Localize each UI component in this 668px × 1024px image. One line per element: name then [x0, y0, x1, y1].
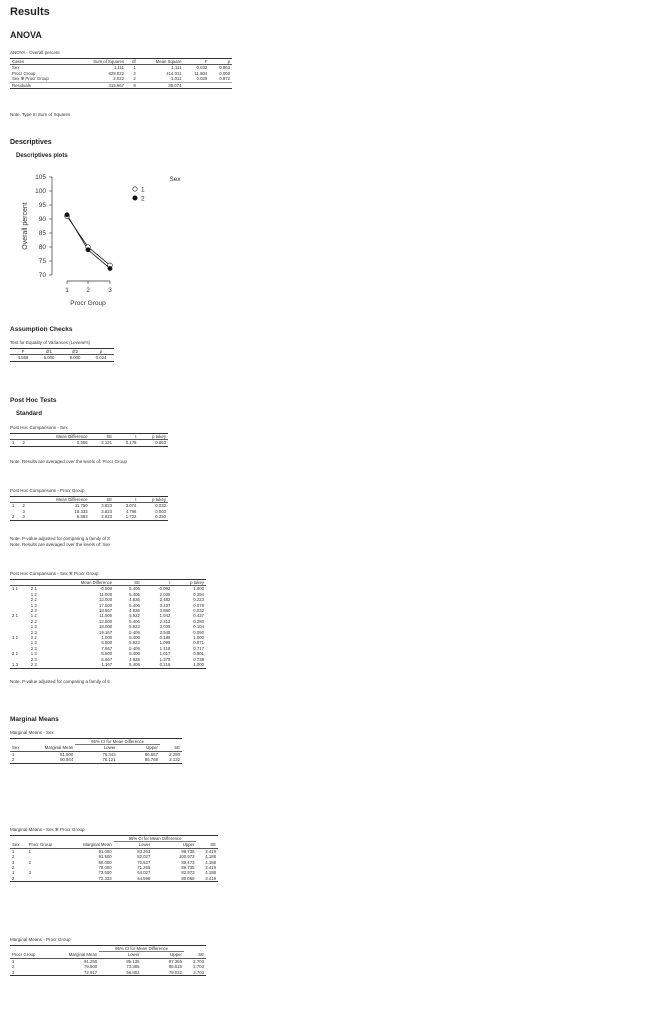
table-cell: 18.667 [99, 608, 113, 614]
table-cell: 1 1 [12, 586, 18, 592]
table-cell: 3.823 [101, 503, 113, 509]
table-cell: 91.500 [98, 854, 112, 860]
column-header: Lower [114, 842, 153, 848]
table-cell: 6.500 [101, 640, 113, 646]
table-cell: 1.111 [171, 65, 182, 71]
data-point-series-2 [108, 266, 112, 270]
table-cell: 12.000 [99, 597, 113, 603]
table-cell: 0.216 [142, 662, 172, 668]
column-header: Upper [118, 745, 160, 751]
table-cell: 97.365 [168, 958, 182, 964]
table-cell: 0.050 [193, 629, 204, 635]
table-cell: 1 3 [30, 651, 37, 657]
table-cell: 0.738 [193, 656, 204, 662]
table-cell: 0.556 [31, 440, 90, 446]
table-cell: 100.973 [178, 854, 195, 860]
table-row [10, 76, 232, 82]
table-cell: 3.237 [159, 602, 171, 608]
levene-caption: Test for Equality of Variances (Levene's) [10, 340, 91, 345]
levene-table [10, 348, 114, 362]
table-cell: 79.032 [142, 970, 184, 976]
table-cell: 2 [12, 964, 15, 970]
table-cell: 2 [12, 854, 15, 860]
table-cell: 0.717 [193, 645, 204, 651]
table-cell: 1.942 [159, 613, 171, 619]
table-cell: 1.000 [193, 635, 204, 641]
table-cell: 1 [28, 848, 31, 854]
table-cell: 5.406 [129, 629, 140, 635]
table-cell: 2 [133, 76, 136, 82]
table-cell: 4.188 [205, 859, 216, 865]
legend-label: 1 [141, 186, 145, 194]
table-cell: 3.074 [125, 503, 137, 509]
table-cell: 85.135 [126, 958, 140, 964]
assumption-heading: Assumption Checks [10, 326, 73, 333]
y-tick-label: 85 [38, 230, 46, 238]
table-cell: 1.000 [172, 662, 206, 668]
table-cell: 64.598 [114, 876, 153, 882]
column-header: p [88, 349, 114, 355]
table-cell: 11.804 [194, 70, 208, 76]
table-cell: 11.000 [99, 591, 113, 597]
table-cell: 2 [28, 859, 31, 865]
table-cell: 0.032 [193, 608, 204, 614]
marginal-sexprocr-table [10, 835, 218, 882]
table-cell: 2 [133, 70, 136, 76]
table-cell: 2.703 [193, 964, 204, 970]
column-header: SE [114, 580, 142, 586]
table-cell: 18.333 [74, 508, 88, 514]
y-tick-label: 80 [38, 244, 46, 252]
table-cell: 1 2 [30, 591, 37, 597]
table-cell: 0.029 [196, 76, 208, 82]
table-cell: 72.333 [66, 876, 113, 882]
column-header: df2 [62, 349, 88, 355]
table-cell: 5.922 [129, 613, 140, 619]
x-tick-label: 3 [108, 287, 112, 294]
table-cell: 80.068 [152, 876, 196, 882]
ci-header: 95% CI for Mean Difference [99, 946, 184, 952]
table-cell: 0.437 [193, 613, 204, 619]
column-header: p [209, 59, 232, 65]
table-cell: 3.039 [159, 624, 171, 630]
column-header: Mean Square [138, 59, 184, 65]
table-cell: 2 [22, 503, 25, 509]
table-cell: 2.703 [184, 970, 206, 976]
table-cell: 0.032 [155, 503, 166, 509]
table-cell: 85.615 [168, 964, 182, 970]
table-cell: 0.223 [193, 597, 204, 603]
ci-header: 95% CI for Mean Difference [75, 739, 160, 745]
table-cell: 4.188 [205, 854, 216, 860]
column-header: df1 [36, 349, 62, 355]
series-line-2 [67, 215, 110, 269]
table-cell: 2.022 [113, 76, 125, 82]
table-cell: 4.568 [10, 355, 36, 361]
table-cell: 80.000 [98, 859, 112, 865]
table-cell: 2 2 [30, 618, 37, 624]
table-cell: 3 [22, 508, 25, 514]
posthoc-interaction-table [10, 579, 206, 669]
column-header: Sum of Squares [73, 59, 126, 65]
table-cell: 73.385 [126, 964, 140, 970]
table-cell: 3.545 [159, 629, 171, 635]
column-header: p tukey [172, 580, 206, 586]
table-cell: 3.419 [205, 848, 216, 854]
table-cell: 0.178 [114, 440, 138, 446]
table-cell: 79.500 [83, 964, 98, 970]
column-header: SE [196, 842, 218, 848]
table-cell: 0.185 [159, 635, 171, 641]
table-cell: 1 [12, 503, 15, 509]
column-header: t [142, 580, 172, 586]
table-cell: 3 [21, 514, 32, 520]
table-cell: 79.000 [98, 865, 112, 871]
table-cell: 1.722 [114, 514, 138, 520]
marginal-procr-caption: Marginal Means - Procr Group [10, 937, 71, 942]
table-row [10, 440, 168, 446]
table-cell: 0.280 [193, 618, 204, 624]
table-cell: -0.092 [158, 586, 171, 592]
table-cell: 98.736 [181, 848, 195, 854]
table-cell: 0.871 [193, 640, 204, 646]
table-cell: 17.500 [99, 602, 113, 608]
x-axis-label: Procr Group [70, 300, 106, 307]
table-cell: 80.944 [27, 757, 75, 763]
table-cell [183, 82, 209, 88]
table-cell: 12.500 [99, 618, 113, 624]
table-cell: 1.000 [193, 586, 204, 592]
table-cell: Residuals [10, 82, 73, 88]
table-cell: 5.406 [114, 662, 142, 668]
table-cell: 4.836 [129, 608, 140, 614]
table-cell: 70.527 [137, 859, 151, 865]
table-cell: 5.406 [129, 618, 140, 624]
table-cell: 9.000 [62, 355, 88, 361]
table-cell: 83.263 [137, 848, 151, 854]
legend-label: 2 [141, 195, 145, 203]
y-tick-label: 100 [35, 188, 46, 196]
table-cell: 0.250 [138, 514, 168, 520]
column-header: t [114, 497, 138, 503]
data-point-series-2 [65, 213, 69, 217]
column-header: SE [184, 952, 206, 958]
column-header: Procr Group [10, 952, 51, 958]
anova-table [10, 58, 232, 89]
table-cell: 1.000 [101, 635, 113, 641]
column-header: SE [90, 434, 114, 440]
table-cell: 0.003 [219, 70, 230, 76]
y-axis-label: Overall percent [22, 202, 29, 250]
table-cell: 3.823 [90, 514, 114, 520]
descriptives-subheading: Descriptives plots [16, 153, 68, 159]
table-cell: 9 [126, 82, 138, 88]
descriptives-heading: Descriptives [10, 139, 52, 146]
posthoc-interaction-caption: Post Hoc Comparisons - Sex ✻ Procr Group [10, 571, 99, 576]
column-header: Procr Group [27, 842, 67, 848]
table-cell: 5.406 [129, 651, 140, 657]
table-cell: 3.419 [205, 865, 216, 871]
table-cell: 1 3 [30, 602, 37, 608]
table-cell: 1.111 [113, 65, 125, 71]
column-header: Upper [142, 952, 184, 958]
table-cell: 0.104 [193, 624, 204, 630]
column-header: df [126, 59, 138, 65]
table-cell: 1 [12, 958, 15, 964]
table-cell: 1 [12, 848, 15, 854]
table-row [10, 757, 182, 763]
table-cell: 828.022 [108, 70, 125, 76]
table-cell: 1.418 [159, 645, 171, 651]
posthoc-sex-note: Note. Results are averaged over the levels of: Procr Group [10, 459, 128, 464]
table-cell: 5.000 [36, 355, 62, 361]
table-cell: 1 3 [10, 662, 29, 668]
table-cell: 18.000 [99, 624, 113, 630]
table-cell: 1 3 [30, 624, 37, 630]
y-tick-label: 70 [38, 272, 46, 280]
posthoc-sex-table [10, 433, 168, 447]
table-cell: 1 [10, 440, 21, 446]
table-row [10, 355, 114, 361]
table-cell: 72.917 [51, 970, 99, 976]
table-cell: 2.035 [159, 591, 171, 597]
column-header: t [114, 434, 138, 440]
table-cell: 5.922 [129, 624, 140, 630]
legend-title: Sex [169, 176, 181, 183]
table-cell: 11.500 [99, 613, 113, 619]
table-cell: 2 1 [12, 613, 18, 619]
table-cell: 91.250 [83, 958, 98, 964]
marginal-sexprocr-caption: Marginal Means - Sex ✻ Procr Group [10, 827, 85, 832]
posthoc-procr-caption: Post Hoc Comparisons - Procr Group [10, 488, 85, 493]
x-tick-label: 2 [86, 287, 90, 294]
table-cell: 3 [28, 870, 31, 876]
table-cell: 2 [12, 865, 15, 871]
table-cell: Procr Group [12, 70, 36, 76]
posthoc-procr-note-2: Note. Results are averaged over the levels of: Sex [10, 542, 111, 547]
column-header: Marginal Mean [51, 952, 99, 958]
table-cell: 2.482 [159, 597, 171, 603]
table-cell: 2.312 [159, 618, 171, 624]
table-cell: 5.406 [129, 591, 140, 597]
anova-caption: ANOVA - Overall percent [10, 50, 60, 55]
table-cell: 0.972 [219, 76, 230, 82]
table-cell: 76.343 [102, 751, 116, 757]
table-cell: 3.419 [196, 876, 218, 882]
table-cell: 1.098 [159, 640, 171, 646]
table-cell: 1.379 [159, 656, 171, 662]
table-cell: -0.500 [100, 586, 113, 592]
table-cell: 4.836 [129, 656, 140, 662]
table-cell: Sex [12, 65, 20, 71]
y-tick-label: 95 [38, 202, 46, 210]
table-cell: 1 2 [12, 635, 18, 641]
table-cell: 1 [12, 870, 15, 876]
column-header: Mean Difference [48, 580, 115, 586]
table-cell [209, 82, 232, 88]
table-cell: 1.011 [171, 76, 182, 82]
table-cell: 5.406 [129, 635, 140, 641]
column-header: p tukey [138, 497, 168, 503]
table-row [10, 970, 206, 976]
table-cell: 3.860 [159, 608, 171, 614]
table-cell: 0.032 [196, 65, 208, 71]
table-cell: 76.121 [75, 757, 117, 763]
legend-marker [133, 187, 137, 191]
column-header: F [10, 349, 36, 355]
table-cell: 6.667 [101, 656, 113, 662]
table-cell: 7.667 [101, 645, 113, 651]
column-header: Lower [99, 952, 141, 958]
table-cell: 2 [21, 440, 32, 446]
table-cell: 86.735 [181, 865, 195, 871]
table-cell: 2.132 [160, 757, 182, 763]
table-cell: 4.836 [129, 597, 140, 603]
table-cell: 2.703 [193, 958, 204, 964]
table-cell: 5.406 [129, 645, 140, 651]
column-header: Cases [10, 59, 73, 65]
table-cell: 4.796 [125, 508, 137, 514]
table-cell: 2 2 [12, 651, 18, 657]
column-header: Mean Difference [31, 497, 90, 503]
table-cell: 0.078 [193, 602, 204, 608]
table-row [10, 514, 168, 520]
table-cell: 35.074 [138, 82, 184, 88]
column-header: SE [160, 745, 182, 751]
page-title: Results [10, 6, 50, 18]
table-cell: 0.024 [88, 355, 114, 361]
column-header: Mean Difference [31, 434, 90, 440]
table-cell: 3.823 [101, 508, 113, 514]
table-cell: 1.017 [159, 651, 171, 657]
column-header: Sex [10, 745, 27, 751]
table-cell [27, 876, 67, 882]
marginal-heading: Marginal Means [10, 716, 59, 723]
table-cell: 2 3 [30, 656, 37, 662]
table-cell: 2 1 [30, 586, 37, 592]
table-cell: 5.406 [129, 602, 140, 608]
data-point-series-2 [86, 248, 90, 252]
posthoc-procr-note-1: Note. P-value adjusted for comparing a family of 3 [10, 536, 110, 541]
table-cell: 0.003 [155, 508, 166, 514]
anova-note: Note. Type III Sum of Squares [10, 112, 71, 117]
column-header: Marginal Mean [66, 842, 113, 848]
table-cell: 1 [12, 751, 15, 757]
table-cell: 1 2 [30, 613, 37, 619]
table-cell: 315.667 [73, 82, 126, 88]
table-cell: 5.500 [101, 651, 113, 657]
table-cell: 82.973 [181, 870, 195, 876]
table-cell: 2 [10, 876, 27, 882]
table-cell: 2.280 [169, 751, 180, 757]
posthoc-subheading: Standard [16, 411, 43, 417]
table-cell: 2 2 [30, 635, 37, 641]
table-cell: 3.121 [90, 440, 114, 446]
table-cell: 1 3 [30, 640, 37, 646]
table-cell: 2 3 [30, 645, 37, 651]
anova-heading: ANOVA [10, 30, 42, 40]
table-cell: 82.027 [137, 854, 151, 860]
column-header: F [183, 59, 209, 65]
table-cell: 0.901 [193, 651, 204, 657]
table-cell: 71.265 [137, 865, 151, 871]
column-header: Lower [75, 745, 117, 751]
table-cell: 2 3 [30, 608, 37, 614]
table-cell: 6.583 [31, 514, 90, 520]
table-cell: 2 2 [30, 597, 37, 603]
posthoc-sex-caption: Post Hoc Comparisons - Sex [10, 425, 68, 430]
table-cell: 86.657 [144, 751, 158, 757]
x-tick-label: 1 [65, 287, 69, 294]
table-cell: 1 [12, 859, 15, 865]
table-cell: 11.750 [74, 503, 88, 509]
marginal-procr-table [10, 945, 206, 976]
table-cell: 3 [10, 970, 51, 976]
table-cell: 0.863 [219, 65, 230, 71]
table-cell: 91.000 [98, 848, 112, 854]
posthoc-procr-table [10, 496, 168, 521]
table-cell: 2 [10, 514, 21, 520]
y-tick-label: 75 [38, 258, 46, 266]
table-cell: 2 [10, 757, 27, 763]
table-cell: 2 3 [29, 662, 48, 668]
table-cell: 4.188 [205, 870, 216, 876]
table-cell: 66.802 [99, 970, 141, 976]
table-cell: 64.027 [137, 870, 151, 876]
table-cell: 1.167 [48, 662, 115, 668]
table-cell: 5.406 [129, 586, 140, 592]
table-row [10, 876, 218, 882]
table-row [10, 82, 232, 88]
table-cell: 85.768 [118, 757, 160, 763]
descriptives-plot [0, 165, 200, 315]
table-cell: 2 3 [30, 629, 37, 635]
ci-header: 95% CI for Mean Difference [114, 836, 197, 842]
table-cell: 1 [133, 65, 136, 71]
table-cell: 5.922 [129, 640, 140, 646]
table-row [10, 662, 206, 668]
column-header: Marginal Mean [27, 745, 75, 751]
table-cell: 73.500 [98, 870, 112, 876]
posthoc-heading: Post Hoc Tests [10, 397, 57, 404]
table-cell: 81.500 [60, 751, 74, 757]
y-tick-label: 105 [35, 174, 46, 182]
column-header: p tukey [138, 434, 168, 440]
legend-marker [133, 196, 137, 200]
table-cell: Sex ✻ Procr Group [12, 76, 49, 82]
table-cell: 0.394 [193, 591, 204, 597]
posthoc-interaction-note: Note. P-value adjusted for comparing a family of 6 [10, 679, 110, 684]
column-header: SE [90, 497, 114, 503]
y-tick-label: 90 [38, 216, 46, 224]
table-cell: 0.863 [138, 440, 168, 446]
table-cell: 89.473 [181, 859, 195, 865]
table-cell: 414.011 [166, 70, 182, 76]
table-cell: 19.167 [99, 629, 113, 635]
marginal-sex-caption: Marginal Means - Sex [10, 730, 54, 735]
column-header: Sex [10, 842, 27, 848]
series-line-1 [67, 216, 110, 265]
marginal-sex-table [10, 738, 182, 764]
column-header: Upper [152, 842, 196, 848]
